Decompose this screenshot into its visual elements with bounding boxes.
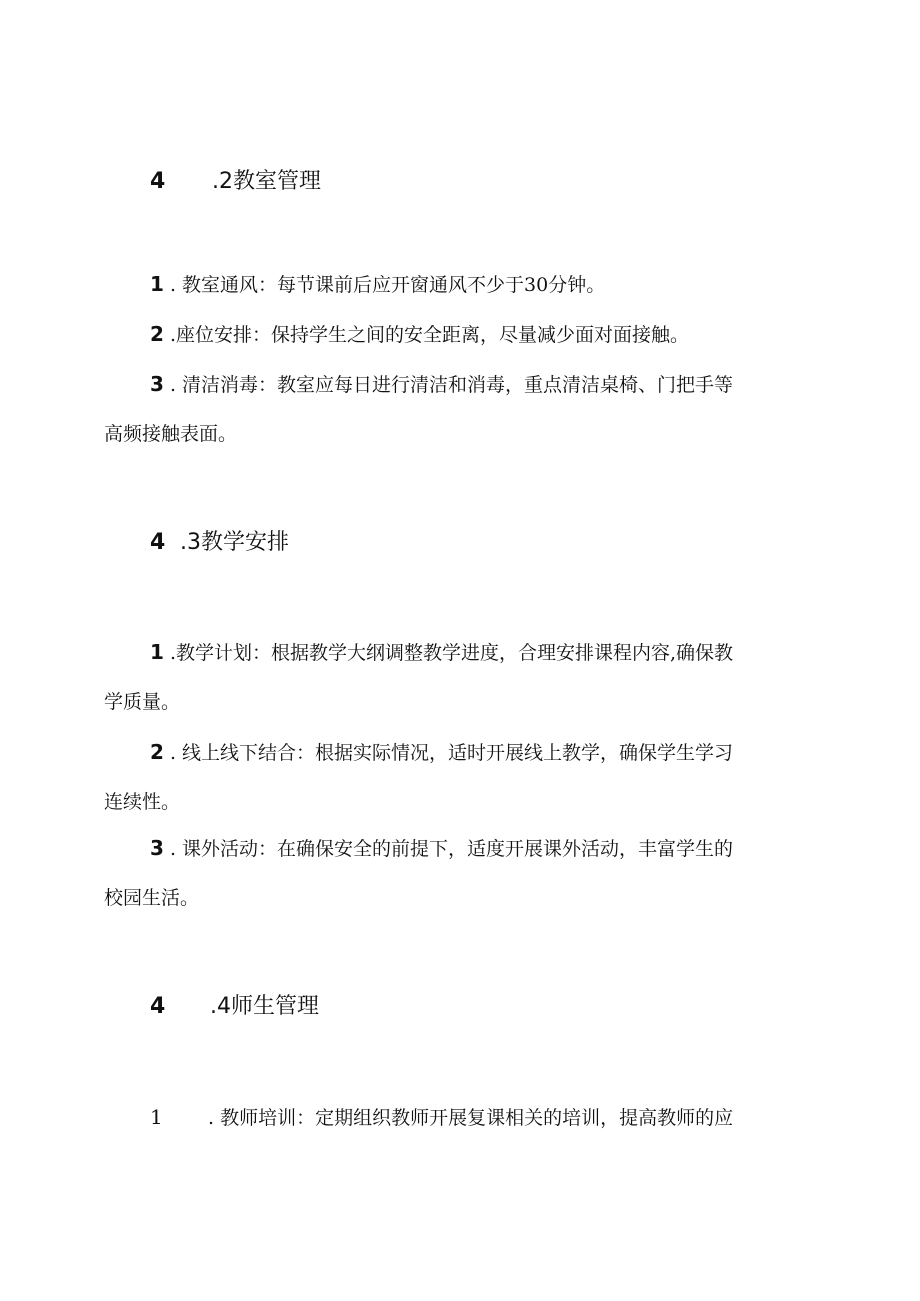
- item-text-continued: 校园生活。: [104, 887, 200, 909]
- list-item: [104, 727, 824, 827]
- item-text: . 课外活动：在确保安全的前提下，适度开展课外活动，丰富学生的: [169, 838, 734, 860]
- list-item: [104, 1092, 824, 1142]
- item-text: . 清洁消毒：教室应每日进行清洁和消毒，重点清洁桌椅、门把手等: [169, 374, 734, 396]
- section-title: .2教室管理: [212, 169, 321, 194]
- section-number: 4: [150, 169, 166, 194]
- item-text-continued: 学质量。: [104, 691, 181, 713]
- item-index: 1: [150, 640, 164, 664]
- section-title: .3教学安排: [180, 530, 289, 555]
- list-item: [104, 259, 824, 309]
- item-text-continued: 连续性。: [104, 791, 181, 813]
- list-item: [104, 627, 824, 727]
- item-text: .座位安排：保持学生之间的安全距离，尽量减少面对面接触。: [169, 324, 690, 346]
- section-number: 4: [150, 530, 166, 555]
- item-text: .教学计划：根据教学大纲调整教学进度，合理安排课程内容,确保教: [169, 642, 734, 664]
- item-index: 2: [150, 740, 164, 764]
- item-index: 1: [150, 272, 164, 296]
- item-text: . 教室通风：每节课前后应开窗通风不少于30分钟。: [169, 274, 606, 296]
- item-text-continued: 高频接触表面。: [104, 423, 238, 445]
- item-index: 3: [150, 372, 164, 396]
- item-index: 2: [150, 322, 164, 346]
- item-index: 3: [150, 836, 164, 860]
- list-item: [104, 823, 824, 923]
- list-item: [104, 309, 824, 359]
- section-heading-4-3: [150, 529, 289, 557]
- section-heading-4-4: [150, 993, 319, 1021]
- section-title: .4师生管理: [210, 994, 319, 1019]
- list-item: [104, 359, 824, 459]
- item-text: . 教师培训：定期组织教师开展复课相关的培训，提高教师的应: [208, 1107, 734, 1129]
- section-heading-4-2: [150, 168, 321, 196]
- item-text: . 线上线下结合：根据实际情况，适时开展线上教学，确保学生学习: [169, 742, 734, 764]
- item-index: 1: [150, 1105, 163, 1129]
- section-number: 4: [150, 994, 166, 1019]
